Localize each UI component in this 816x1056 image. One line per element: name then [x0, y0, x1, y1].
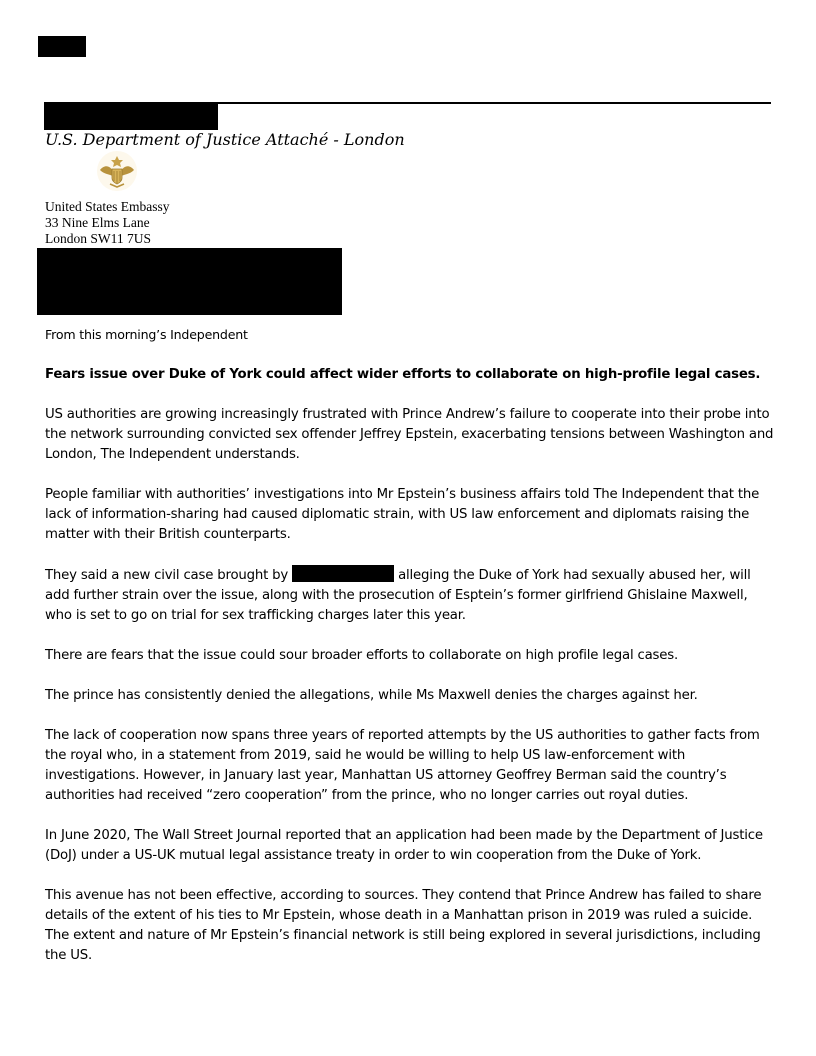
address-line: London SW11 7US: [45, 231, 152, 246]
embassy-address: [45, 199, 170, 247]
paragraph: [45, 565, 775, 626]
paragraph-text: alleging the Duke of York had sexually abused her, will add further strain over the issue, along with the prosecution of Esptein’s former girlfriend Ghislaine Maxwell, who is set to go on trial for sex trafficking charges later this year.: [45, 568, 751, 623]
paragraph: People familiar with authorities’ investigations into Mr Epstein’s business affairs told The Independent that the lack of information-sharing had caused diplomatic strain, with US law enforcement and diplomats raising the matter with their British counterparts.: [45, 487, 760, 542]
redaction-box-recipient: [37, 248, 342, 315]
us-great-seal-icon: [96, 150, 138, 192]
redaction-box-header: [38, 36, 86, 57]
source-line: From this morning’s Independent: [45, 327, 248, 342]
paragraph: There are fears that the issue could sour broader efforts to collaborate on high profile legal cases.: [45, 648, 678, 663]
paragraph-text: They said a new civil case brought by: [45, 568, 293, 583]
article-headline: Fears issue over Duke of York could affect wider efforts to collaborate on high-profile legal cases.: [45, 367, 761, 382]
office-title: U.S. Department of Justice Attaché - London: [45, 130, 405, 149]
paragraph: US authorities are growing increasingly frustrated with Prince Andrew’s failure to cooperate into their probe into the network surrounding convicted sex offender Jeffrey Epstein, exacerbating tensions between Washington and London, The Independent understands.: [45, 407, 774, 462]
address-line: 33 Nine Elms Lane: [45, 215, 150, 230]
redaction-box-sender: [44, 104, 218, 130]
address-line: United States Embassy: [45, 199, 170, 214]
paragraph: The prince has consistently denied the allegations, while Ms Maxwell denies the charges against her.: [45, 688, 698, 703]
article-body: [45, 325, 775, 986]
paragraph: In June 2020, The Wall Street Journal reported that an application had been made by the Department of Justice (DoJ) under a US-UK mutual legal assistance treaty in order to win cooperation from the Duke of York.: [45, 828, 763, 863]
redaction-inline: [292, 565, 394, 582]
paragraph: The lack of cooperation now spans three years of reported attempts by the US authorities to gather facts from the royal who, in a statement from 2019, said he would be willing to help US law-enforcement with investigations. However, in January last year, Manhattan US attorney Geoffrey Berman said the country’s authorities had received “zero cooperation” from the prince, who no longer carries out royal duties.: [45, 728, 760, 803]
paragraph: This avenue has not been effective, according to sources. They contend that Prince Andrew has failed to share details of the extent of his ties to Mr Epstein, whose death in a Manhattan prison in 2019 was ruled a suicide. The extent and nature of Mr Epstein’s financial network is still being explored in several jurisdictions, including the US.: [45, 888, 762, 963]
